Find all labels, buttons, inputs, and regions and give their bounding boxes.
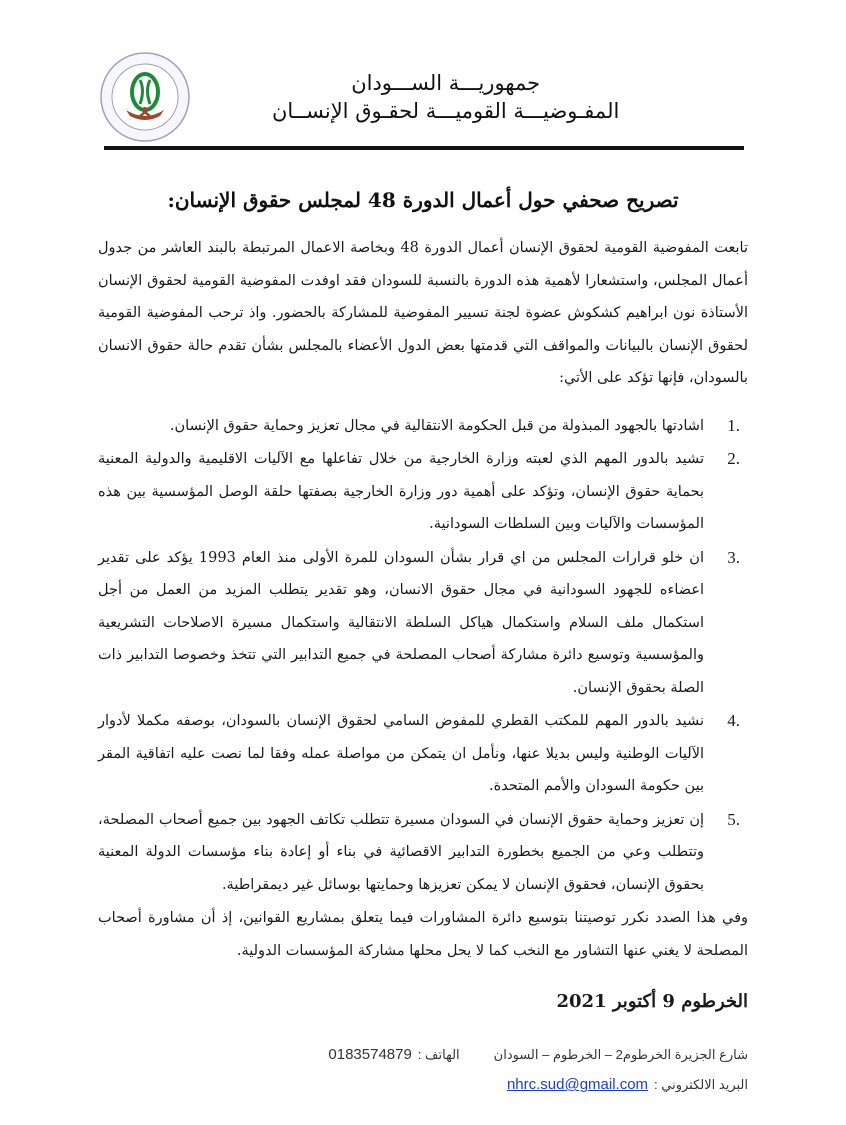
list-number: 5. (727, 809, 740, 829)
closing-paragraph: وفي هذا الصدد نكرر توصيتنا بتوسيع دائرة المشاورات فيما يتعلق بمشاريع القوانين، إذ أن مشاورة أصحاب المصلحة لا يغني عنها التشاور مع النخب كما لا يحل محلها مشاركة المؤسسات الدولية. (98, 910, 748, 959)
document-title: تصريح صحفي حول أعمال الدورة 48 لمجلس حقوق الإنسان: (167, 188, 679, 212)
list-item-text: ان خلو قرارات المجلس من اي قرار بشأن السودان للمرة الأولى منذ العام 1993 يؤكد على تقدير اعضاءه للجهود السودانية في مجال حقوق الانسان، وهو تقدير يتطلب المزيد من العمل من أجل استكمال ملف السلام واستكمال هياكل السلطة الانتقالية واستكمال مسيرة الاصلاحات التشريعية والمؤسسية وتوسيع دائرة مشاركة أصحاب المصلحة في جميع التدابير التي تتخذ وخصوصا التدابير ذات الصلة بحقوق الإنسان. (98, 549, 704, 696)
place-and-date: الخرطوم 9 أكتوبر 2021 (556, 991, 748, 1012)
list-item-text: تشيد بالدور المهم الذي لعبته وزارة الخارجية من خلال تفاعلها مع الآليات الاقليمية والدولية المعنية بحماية حقوق الإنسان، وتؤكد على أهمية دور وزارة الخارجية بصفتها حلقة الوصل المؤسسية بين هذه المؤسسات والآليات وبين السلطات السودانية. (98, 451, 704, 532)
statement-list (98, 410, 748, 902)
phone-number: 0183574879 (328, 1046, 412, 1063)
list-item-text: إن تعزيز وحماية حقوق الإنسان في السودان مسيرة تتطلب تكاتف الجهود بين جميع أصحاب المصلحة، وتتطلب وعي من الجميع بخطورة التدابير الاقصائية في بناء أو إعادة بناء مؤسسات الدولة المعنية بحقوق الإنسان، فحقوق الإنسان لا يمكن تعزيزها وحمايتها بوسائل غير ديمقراطية. (98, 811, 704, 893)
list-number: 3. (727, 547, 740, 567)
document-body (98, 232, 748, 967)
footer-phone (328, 1045, 459, 1065)
footer-email (507, 1075, 748, 1095)
list-item (98, 410, 748, 443)
list-number: 4. (727, 711, 740, 730)
commission-seal-icon (98, 50, 192, 144)
phone-label: الهاتف : (417, 1047, 460, 1062)
letterhead (272, 69, 619, 125)
list-number: 2. (727, 449, 740, 468)
letterhead-organization: المفـوضيـــة القوميـــة لحقـوق الإنســان (272, 99, 620, 123)
list-item (98, 542, 748, 705)
email-link[interactable]: nhrc.sud@gmail.com (506, 1076, 649, 1093)
header-divider (104, 146, 744, 150)
page-spacer (98, 1015, 748, 1045)
footer-contact (98, 1045, 748, 1095)
list-item (98, 705, 748, 803)
list-item-text: نشيد بالدور المهم للمكتب القطري للمفوض السامي لحقوق الإنسان بالسودان، بوصفه مكملا لأدوار الآليات الوطنية وليس بديلا عنها، ونأمل ان يتمكن من مواصلة عمله وفقا لما نصت عليه اتفاقية المقر بين حكومة السودان والأمم المتحدة. (98, 713, 704, 794)
intro-paragraph: تابعت المفوضية القومية لحقوق الإنسان أعمال الدورة 48 وبخاصة الاعمال المرتبطة بالبند العاشر من جدول أعمال المجلس، واستشعارا لأهمية هذه الدورة بالنسبة للسودان فقد اوفدت المفوضية القومية لحقوق الإنسان الأستاذة نون ابراهيم كشكوش عضوة لجنة تسيير المفوضية للمشاركة بالحضور. واذ ترحب المفوضية القومية لحقوق الإنسان بالبيانات والمواقف التي قدمتها بعض الدول الأعضاء بالمجلس بشأن تقدم حالة حقوق الانسان بالسودان، فإنها تؤكد على الأتي: (98, 240, 748, 386)
email-label: البريد الالكتروني : (654, 1077, 748, 1092)
commission-logo (98, 50, 192, 144)
list-item-text: اشادتها بالجهود المبذولة من قبل الحكومة الانتقالية في مجال تعزيز وحماية حقوق الإنسان. (169, 417, 704, 434)
footer-address: شارع الجزيرة الخرطوم2 – الخرطوم – السودان (493, 1047, 748, 1062)
list-item (98, 804, 748, 902)
list-item (98, 443, 748, 541)
letterhead-row (98, 50, 748, 144)
list-number: 1. (727, 415, 740, 435)
letterhead-country: جمهوريـــة الســـودان (351, 71, 541, 95)
